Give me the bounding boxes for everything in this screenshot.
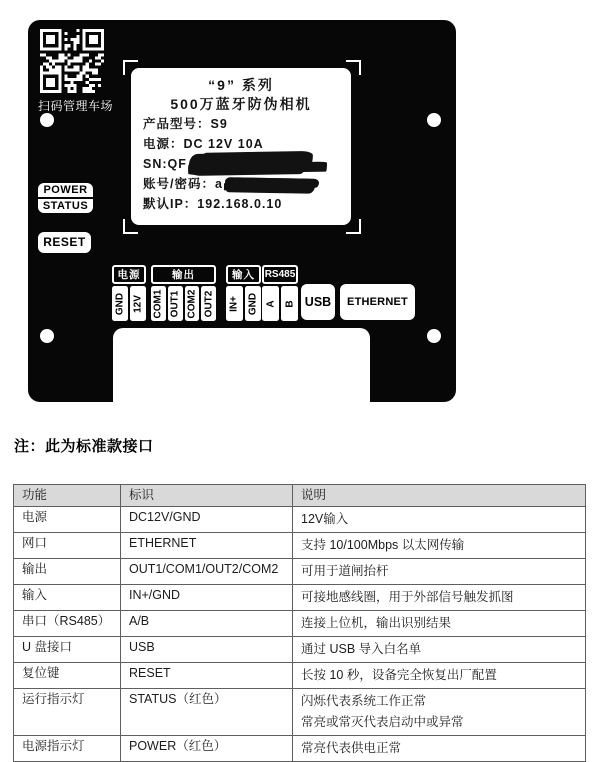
- cell-function: 复位键: [14, 663, 121, 689]
- usb-port: USB: [301, 284, 335, 320]
- label-field-text: 电源：DC 12V 10A: [143, 137, 264, 151]
- label-field-text: 产品型号：S9: [143, 117, 228, 131]
- cell-function: U 盘接口: [14, 637, 121, 663]
- table-row: [14, 533, 586, 559]
- label-field: [143, 154, 339, 174]
- terminal-pin-label: 12V: [132, 294, 144, 313]
- terminal-pin-row: [151, 286, 216, 321]
- table-row: [14, 507, 586, 533]
- terminal-group-label: 输入: [226, 265, 261, 284]
- cell-mark: USB: [121, 637, 293, 663]
- cell-mark: IN+/GND: [121, 585, 293, 611]
- cell-description: [293, 559, 586, 585]
- table-row: [14, 559, 586, 585]
- terminal-pin-label: IN+: [228, 295, 240, 312]
- label-field: [143, 174, 339, 194]
- table-row: [14, 736, 586, 762]
- table-row: [14, 663, 586, 689]
- terminal-pin: [168, 286, 183, 321]
- cell-mark: A/B: [121, 611, 293, 637]
- cell-function: 运行指示灯: [14, 689, 121, 736]
- terminal-pin-label: COM2: [186, 289, 198, 318]
- terminal-pin-row: [112, 286, 146, 321]
- description-line: 12V输入: [301, 512, 349, 526]
- label-field-text: 默认IP：192.168.0.10: [143, 197, 283, 211]
- terminal-pin-label: A: [265, 299, 276, 308]
- terminal-pin: [185, 286, 200, 321]
- terminal-group-1: [151, 265, 216, 321]
- terminal-pin: [245, 286, 262, 321]
- description-line: 常亮或常灭代表启动中或异常: [301, 715, 464, 729]
- terminal-pin: [226, 286, 243, 321]
- label-field-text: 账号/密码：a: [143, 177, 223, 191]
- terminal-pin-row: [262, 286, 298, 321]
- terminal-pin-label: OUT1: [169, 290, 181, 317]
- label-field: [143, 194, 339, 214]
- description-line: 支持 10/100Mbps 以太网传输: [301, 538, 465, 552]
- description-line: 通过 USB 导入白名单: [301, 642, 422, 656]
- description-line: 常亮代表供电正常: [301, 741, 402, 755]
- terminal-pin-label: GND: [114, 292, 126, 315]
- terminal-pin-label: OUT2: [203, 290, 215, 317]
- table-row: [14, 611, 586, 637]
- mounting-hole: [40, 113, 54, 127]
- label-field: [143, 114, 339, 134]
- note-text: 注：此为标准款接口: [14, 438, 154, 455]
- terminal-pin: [112, 286, 128, 321]
- description-line: 连接上位机，输出识别结果: [301, 616, 452, 630]
- label-field: [143, 134, 339, 154]
- table-header-row: [14, 485, 586, 507]
- cell-function: 串口（RS485）: [14, 611, 121, 637]
- table-header-cell: 标识: [121, 485, 293, 507]
- label-fields: [143, 114, 339, 214]
- cell-description: [293, 533, 586, 559]
- terminal-pin-label: B: [284, 299, 295, 308]
- description-line: 闪烁代表系统工作正常: [301, 694, 427, 708]
- terminal-pin-row: [226, 286, 261, 321]
- qr-code: [40, 29, 104, 93]
- label-series-title: “9” 系列: [208, 77, 274, 93]
- table-row: [14, 637, 586, 663]
- terminal-group-0: [112, 265, 146, 321]
- terminal-pin: [262, 286, 279, 321]
- device-front-panel: [28, 20, 456, 402]
- cell-mark: ETHERNET: [121, 533, 293, 559]
- terminal-pin-label: COM1: [152, 289, 164, 318]
- bottom-notch: [113, 328, 370, 402]
- terminal-pin: [281, 286, 298, 321]
- terminal-pin: [151, 286, 166, 321]
- terminal-pin: [130, 286, 146, 321]
- table-row: [14, 585, 586, 611]
- mounting-hole: [427, 113, 441, 127]
- cell-function: 电源: [14, 507, 121, 533]
- terminal-pin-label: GND: [247, 292, 259, 315]
- indicator-led-block: [38, 183, 93, 213]
- cell-mark: STATUS（红色）: [121, 689, 293, 736]
- cell-mark: DC12V/GND: [121, 507, 293, 533]
- redaction-scribble: [189, 152, 307, 176]
- label-product-title: 500万蓝牙防伪相机: [170, 96, 312, 112]
- description-line: 可用于道闸抬杆: [301, 564, 389, 578]
- description-line: 可接地感线圈，用于外部信号触发抓图: [301, 590, 514, 604]
- cell-mark: RESET: [121, 663, 293, 689]
- terminal-group-label: 电源: [112, 265, 146, 284]
- terminal-group-label: 输出: [151, 265, 216, 284]
- cell-description: [293, 585, 586, 611]
- cell-description: [293, 689, 586, 736]
- label-field-text: SN:QF: [143, 157, 187, 171]
- product-label: [131, 68, 351, 225]
- cell-description: [293, 507, 586, 533]
- mounting-hole: [427, 329, 441, 343]
- cell-function: 输出: [14, 559, 121, 585]
- cell-description: [293, 611, 586, 637]
- terminal-group-2: [226, 265, 261, 321]
- cell-function: 电源指示灯: [14, 736, 121, 762]
- power-led-label: POWER: [43, 184, 88, 196]
- table-header-cell: 说明: [293, 485, 586, 507]
- table-header-cell: 功能: [14, 485, 121, 507]
- mounting-hole: [40, 329, 54, 343]
- cell-description: [293, 637, 586, 663]
- reset-button[interactable]: RESET: [38, 232, 91, 253]
- cell-function: 输入: [14, 585, 121, 611]
- terminal-pin: [201, 286, 216, 321]
- status-led-label: STATUS: [42, 200, 89, 212]
- table-row: [14, 689, 586, 736]
- terminal-group-label: RS485: [262, 265, 298, 284]
- cell-mark: OUT1/COM1/OUT2/COM2: [121, 559, 293, 585]
- cell-mark: POWER（红色）: [121, 736, 293, 762]
- cell-description: [293, 663, 586, 689]
- spec-table: [13, 484, 586, 762]
- cell-description: [293, 736, 586, 762]
- cell-function: 网口: [14, 533, 121, 559]
- description-line: 长按 10 秒，设备完全恢复出厂配置: [301, 668, 497, 682]
- ethernet-port: ETHERNET: [340, 284, 415, 320]
- redaction-scribble: [225, 177, 315, 194]
- terminal-group-3: [262, 265, 298, 321]
- qr-caption: 扫码管理车场: [38, 99, 114, 113]
